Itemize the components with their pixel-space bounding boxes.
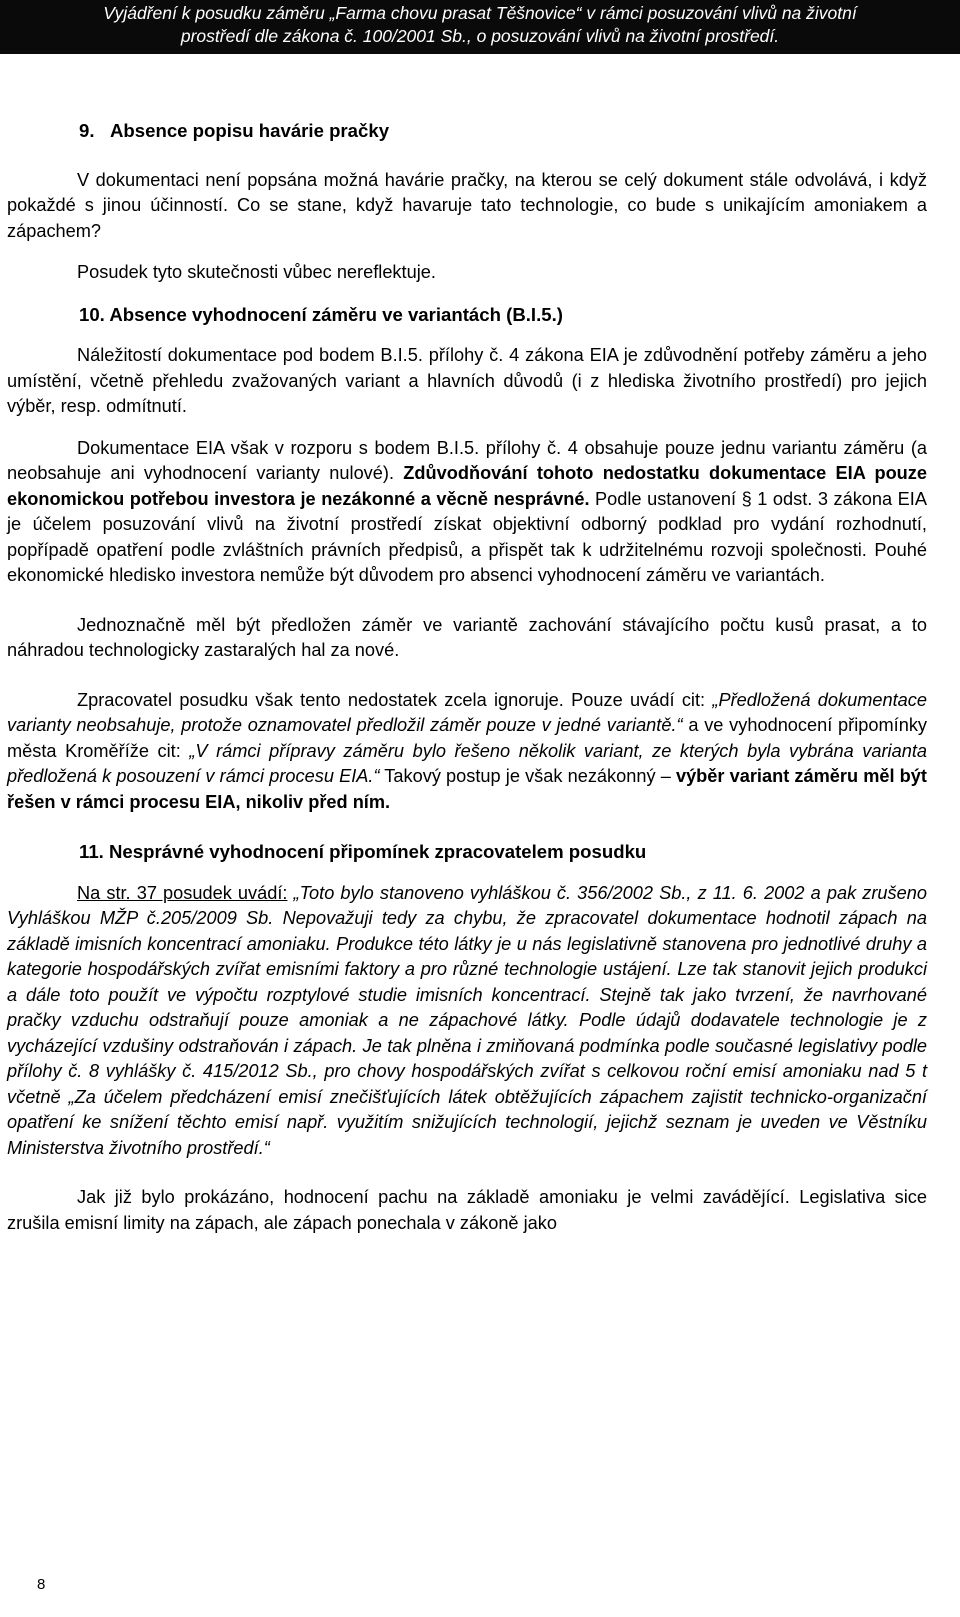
quote-italic-2: „V rámci přípravy záměru bylo řešeno několik variant, ze kterých byla vybrána varianta předložená k posouzení v rámci procesu EIA.“	[7, 740, 927, 786]
section-9-paragraph-1: V dokumentaci není popsána možná havárie pračky, na kterou se celý dokument stále odvolává, i když pokaždé s jinou účinností. Co se stane, když havaruje tato technologie, co bude s unikajícím amoniakem a zápachem?	[7, 169, 927, 241]
quote-italic-1: „Předložená dokumentace varianty neobsahuje, protože oznamovatel předložil záměr pouze v jedné variantě.“	[7, 689, 927, 735]
section-11-paragraph-1	[7, 881, 927, 1162]
section-10-paragraph-3: Jednoznačně měl být předložen záměr ve variantě zachování stávajícího počtu kusů prasat, a to náhradou technologicky zastaralých hal za nové.	[7, 614, 927, 660]
section-10-paragraph-1: Náležitostí dokumentace pod bodem B.I.5. přílohy č. 4 zákona EIA je zdůvodnění potřeby záměru a jeho umístění, včetně přehledu zvažovaných variant a hlavních důvodů (i z hlediska životního prostředí) pro jejich výběr, resp. odmítnutí.	[7, 345, 927, 416]
emphasis-bold: výběr variant záměru měl být řešen v rámci procesu EIA, nikoliv před ním.	[7, 766, 927, 812]
section-11-heading: 11. Nesprávné vyhodnocení připomínek zpracovatelem posudku	[79, 841, 647, 862]
document-body	[7, 118, 927, 1236]
section-10-paragraph-2: Dokumentace EIA však v rozporu s bodem B.I.5. přílohy č. 4 obsahuje pouze jednu variantu záměru (a neobsahuje ani vyhodnocení varianty nulové). Zdůvodňování tohoto nedostatku dokumentace EIA pouze ekonomickou potřebou investora je nezákonné a věcně nesprávné. Podle ustanovení § 1 odst. 3 zákona EIA je účelem posuzování vlivů na životní prostředí získat objektivní odborný podklad pro vydání rozhodnutí, popřípadě opatření podle zvláštních právních předpisů, a přispět tak k udržitelnému rozvoji společnosti. Pouhé ekonomické hledisko investora nemůže být důvodem pro absenci vyhodnocení záměru ve variantách.	[7, 437, 927, 585]
page-number: 8	[37, 1576, 46, 1593]
header-line-2: prostředí dle zákona č. 100/2001 Sb., o posuzování vlivů na životní prostředí.	[180, 26, 780, 46]
emphasis-bold: Zdůvodňování tohoto nedostatku dokumentace EIA pouze ekonomickou potřebou investora je nezákonné a věcně nesprávné.	[7, 463, 927, 509]
section-9-paragraph-2: Posudek tyto skutečnosti vůbec nereflektuje.	[77, 262, 436, 282]
section-10-paragraph-4: Zpracovatel posudku však tento nedostatek zcela ignoruje. Pouze uvádí cit: „Předložená dokumentace varianty neobsahuje, protože oznamovatel předložil záměr pouze v jedné variantě.“ a ve vyhodnocení připomínky města Kroměříže cit: „V rámci přípravy záměru bylo řešeno několik variant, ze kterých byla vybrána varianta předložená k posouzení v rámci procesu EIA.“ Takový postup je však nezákonný – výběr variant záměru měl být řešen v rámci procesu EIA, nikoliv před ním.	[7, 689, 928, 812]
header-line-1: Vyjádření k posudku záměru „Farma chovu prasat Těšnovice“ v rámci posuzování vlivů na životní	[103, 3, 857, 23]
section-10-heading: 10. Absence vyhodnocení záměru ve variantách (B.I.5.)	[79, 303, 563, 325]
section-11-paragraph-2: Jak již bylo prokázáno, hodnocení pachu na základě amoniaku je velmi zavádějící. Legislativa sice zrušila emisní limity na zápach, ale zápach ponechala v zákoně jako	[7, 1187, 927, 1233]
reference-underlined: Na str. 37 posudek uvádí:	[77, 882, 288, 903]
quote-italic: „Toto bylo stanoveno vyhláškou č. 356/2002 Sb., z 11. 6. 2002 a pak zrušeno Vyhláškou MŽP č.205/2009 Sb. Nepovažuji tedy za chybu, že zpracovatel dokumentace hodnotil zápach na základě imisních koncentrací amoniaku. Produkce této látky je u nás legislativně stanovena pro jednotlivé druhy a kategorie hospodářských zvířat emisními faktory a pro různé technologie ustájení. Lze tak stanovit jejich produkci a dále toto použít ve výpočtu rozptylové studie imisních koncentrací. Stejně tak jako tvrzení, že navrhované pračky vzduchu odstraňují pouze amoniak a ne zápachové látky. Podle údajů dodavatele technologie je z vycházející vzdušiny odstraňován i zápach. Je tak plněna i zmiňovaná podmínka podle současné legislativy podle přílohy č. 8 vyhlášky č. 415/2012 Sb., pro chovy hospodářských zvířat s celkovou roční emisí amoniaku nad 5 t včetně „Za účelem předcházení emisí znečišťujících látek obtěžujících zápachem zajistit technicko-organizační opatření ke snížení těchto emisí např. využitím snižujících technologií, jejichž seznam je uveden ve Věstníku Ministerstva životního prostředí.“	[7, 882, 927, 1158]
document-header	[0, 0, 960, 54]
section-9-heading: 9. Absence popisu havárie pračky	[79, 120, 390, 141]
